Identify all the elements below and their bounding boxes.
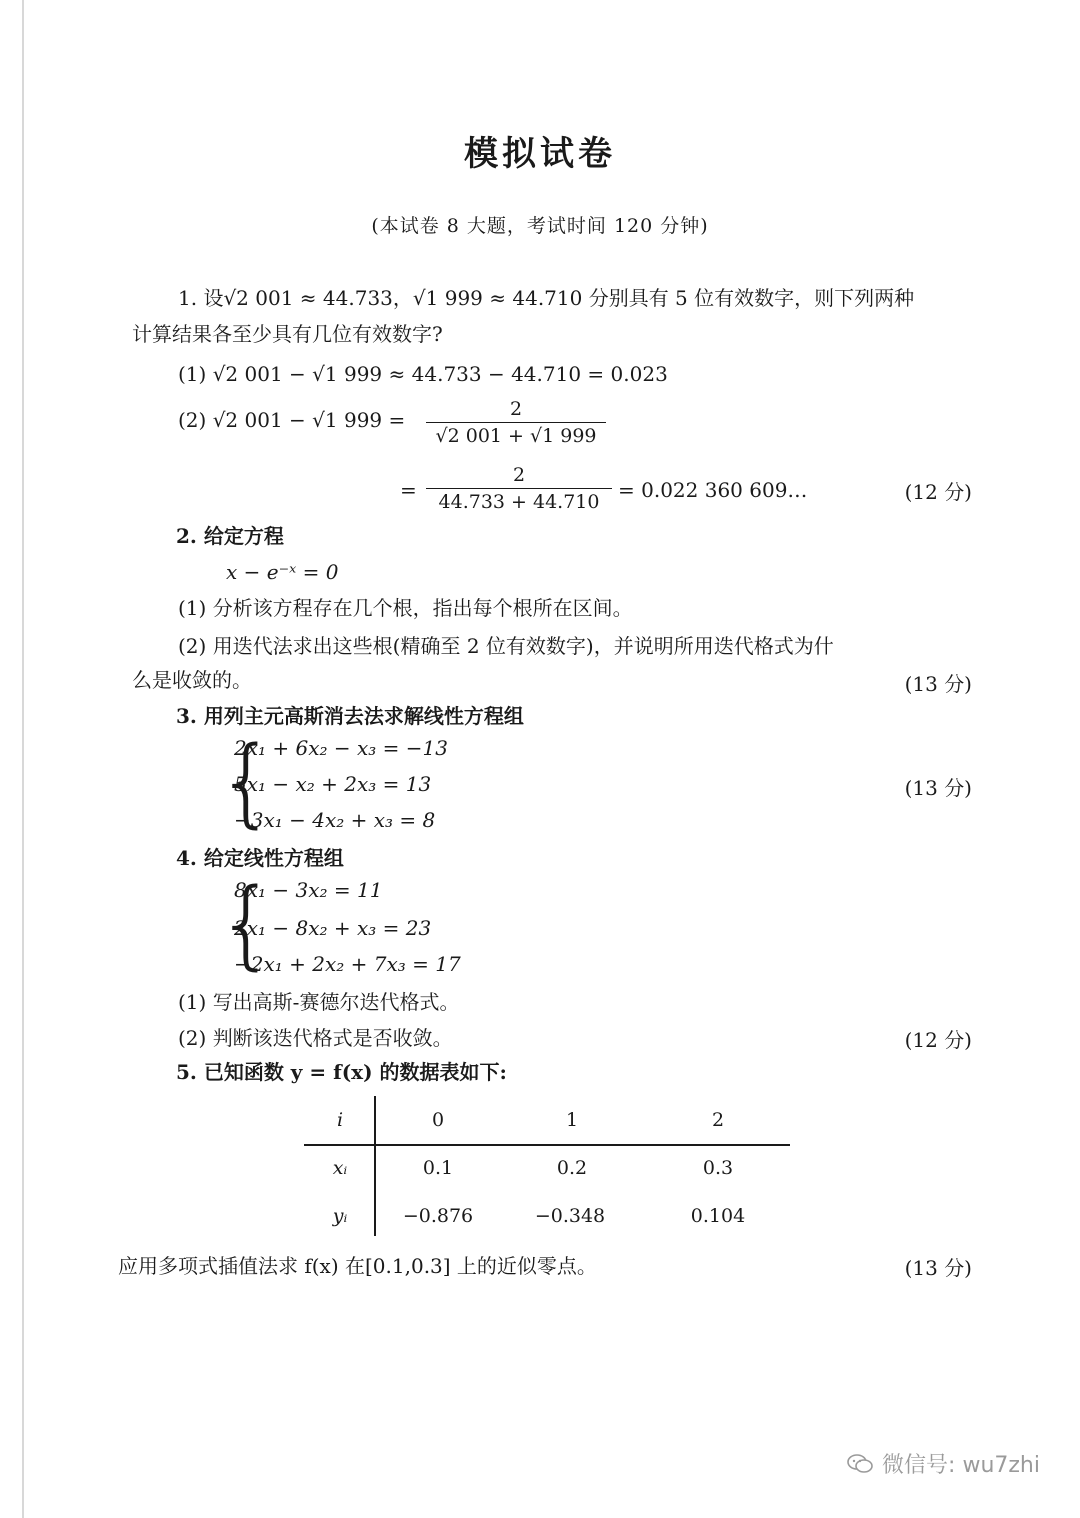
- left-brace: {: [216, 868, 278, 980]
- q4-equation-2: 2x₁ − 8x₂ + x₃ = 23: [234, 916, 432, 940]
- q4-score: (12 分): [904, 1028, 972, 1052]
- q5-instruction: 应用多项式插值法求 f(x) 在[0.1,0.3] 上的近似零点。: [118, 1254, 597, 1278]
- wechat-watermark: [846, 1448, 1040, 1479]
- table-cell: 0.1: [422, 1157, 454, 1179]
- table-cell: 1: [565, 1109, 579, 1131]
- q3-score: (13 分): [904, 776, 972, 800]
- table-cell: 2: [711, 1109, 725, 1131]
- q1-line1: 1. 设√2 001 ≈ 44.733，√1 999 ≈ 44.710 分别具有 5 位有效数字，则下列两种: [178, 286, 915, 310]
- q3-equation-2: 5x₁ − x₂ + 2x₃ = 13: [234, 772, 432, 796]
- q5-score: (13 分): [904, 1256, 972, 1280]
- table-cell: 0: [431, 1109, 445, 1131]
- row-label-y: yᵢ: [332, 1205, 348, 1227]
- q1-fraction1: [426, 398, 606, 447]
- q4-heading: 4. 给定线性方程组: [176, 846, 344, 870]
- table-cell: 0.104: [690, 1205, 746, 1227]
- table-cell: 0.2: [556, 1157, 588, 1179]
- q2-part2-line2: 么是收敛的。: [132, 668, 252, 692]
- q1-fraction1-numerator: 2: [509, 398, 523, 420]
- exam-subtitle: (本试卷 8 大题，考试时间 120 分钟): [371, 215, 709, 237]
- table-cell: 0.3: [702, 1157, 734, 1179]
- q1-fraction2-numerator: 2: [512, 464, 526, 486]
- q5-heading: 5. 已知函数 y = f(x) 的数据表如下:: [176, 1060, 507, 1084]
- page-title: 模拟试卷: [464, 134, 616, 174]
- q1-part2b-result: = 0.022 360 609…: [618, 478, 808, 502]
- q1-line2: 计算结果各至少具有几位有效数字?: [132, 322, 443, 346]
- q3-equation-1: 2x₁ + 6x₂ − x₃ = −13: [234, 736, 448, 760]
- q2-score: (13 分): [904, 672, 972, 696]
- fraction-bar: [426, 422, 606, 423]
- q2-part1: (1) 分析该方程存在几个根，指出每个根所在区间。: [178, 596, 633, 620]
- q1-score: (12 分): [904, 480, 972, 504]
- wechat-icon: [846, 1453, 874, 1475]
- q1-part1: (1) √2 001 − √1 999 ≈ 44.733 − 44.710 = 0.023: [178, 362, 668, 386]
- q1-fraction1-denominator: √2 001 + √1 999: [435, 425, 597, 447]
- q4-part2: (2) 判断该迭代格式是否收敛。: [178, 1026, 453, 1050]
- q3-heading: 3. 用列主元高斯消去法求解线性方程组: [176, 704, 524, 728]
- left-brace: {: [216, 726, 278, 838]
- table-vertical-rule: [374, 1096, 376, 1236]
- watermark-text: 微信号: wu7zhi: [882, 1453, 1040, 1478]
- table-cell: −0.876: [402, 1205, 474, 1227]
- row-label-x: xᵢ: [332, 1157, 348, 1179]
- table-cell: −0.348: [534, 1205, 606, 1227]
- table-horizontal-rule: [304, 1144, 790, 1146]
- q2-equation: x − e⁻ˣ = 0: [226, 560, 339, 584]
- q1-fraction2: [426, 464, 612, 513]
- q4-equation-1: 8x₁ − 3x₂ = 11: [234, 878, 383, 902]
- fraction-bar: [426, 488, 612, 489]
- row-label-i: i: [336, 1109, 344, 1131]
- q3-equation-3: −3x₁ − 4x₂ + x₃ = 8: [234, 808, 436, 832]
- q4-part1: (1) 写出高斯-赛德尔迭代格式。: [178, 990, 460, 1014]
- q4-equation-3: −2x₁ + 2x₂ + 7x₃ = 17: [234, 952, 461, 976]
- q2-heading: 2. 给定方程: [176, 524, 284, 548]
- q1-part2b-equals: =: [400, 478, 417, 502]
- q1-part2-left: (2) √2 001 − √1 999 =: [178, 408, 406, 432]
- q2-part2-line1: (2) 用迭代法求出这些根(精确至 2 位有效数字)，并说明所用迭代格式为什: [178, 634, 834, 658]
- q1-fraction2-denominator: 44.733 + 44.710: [438, 491, 600, 513]
